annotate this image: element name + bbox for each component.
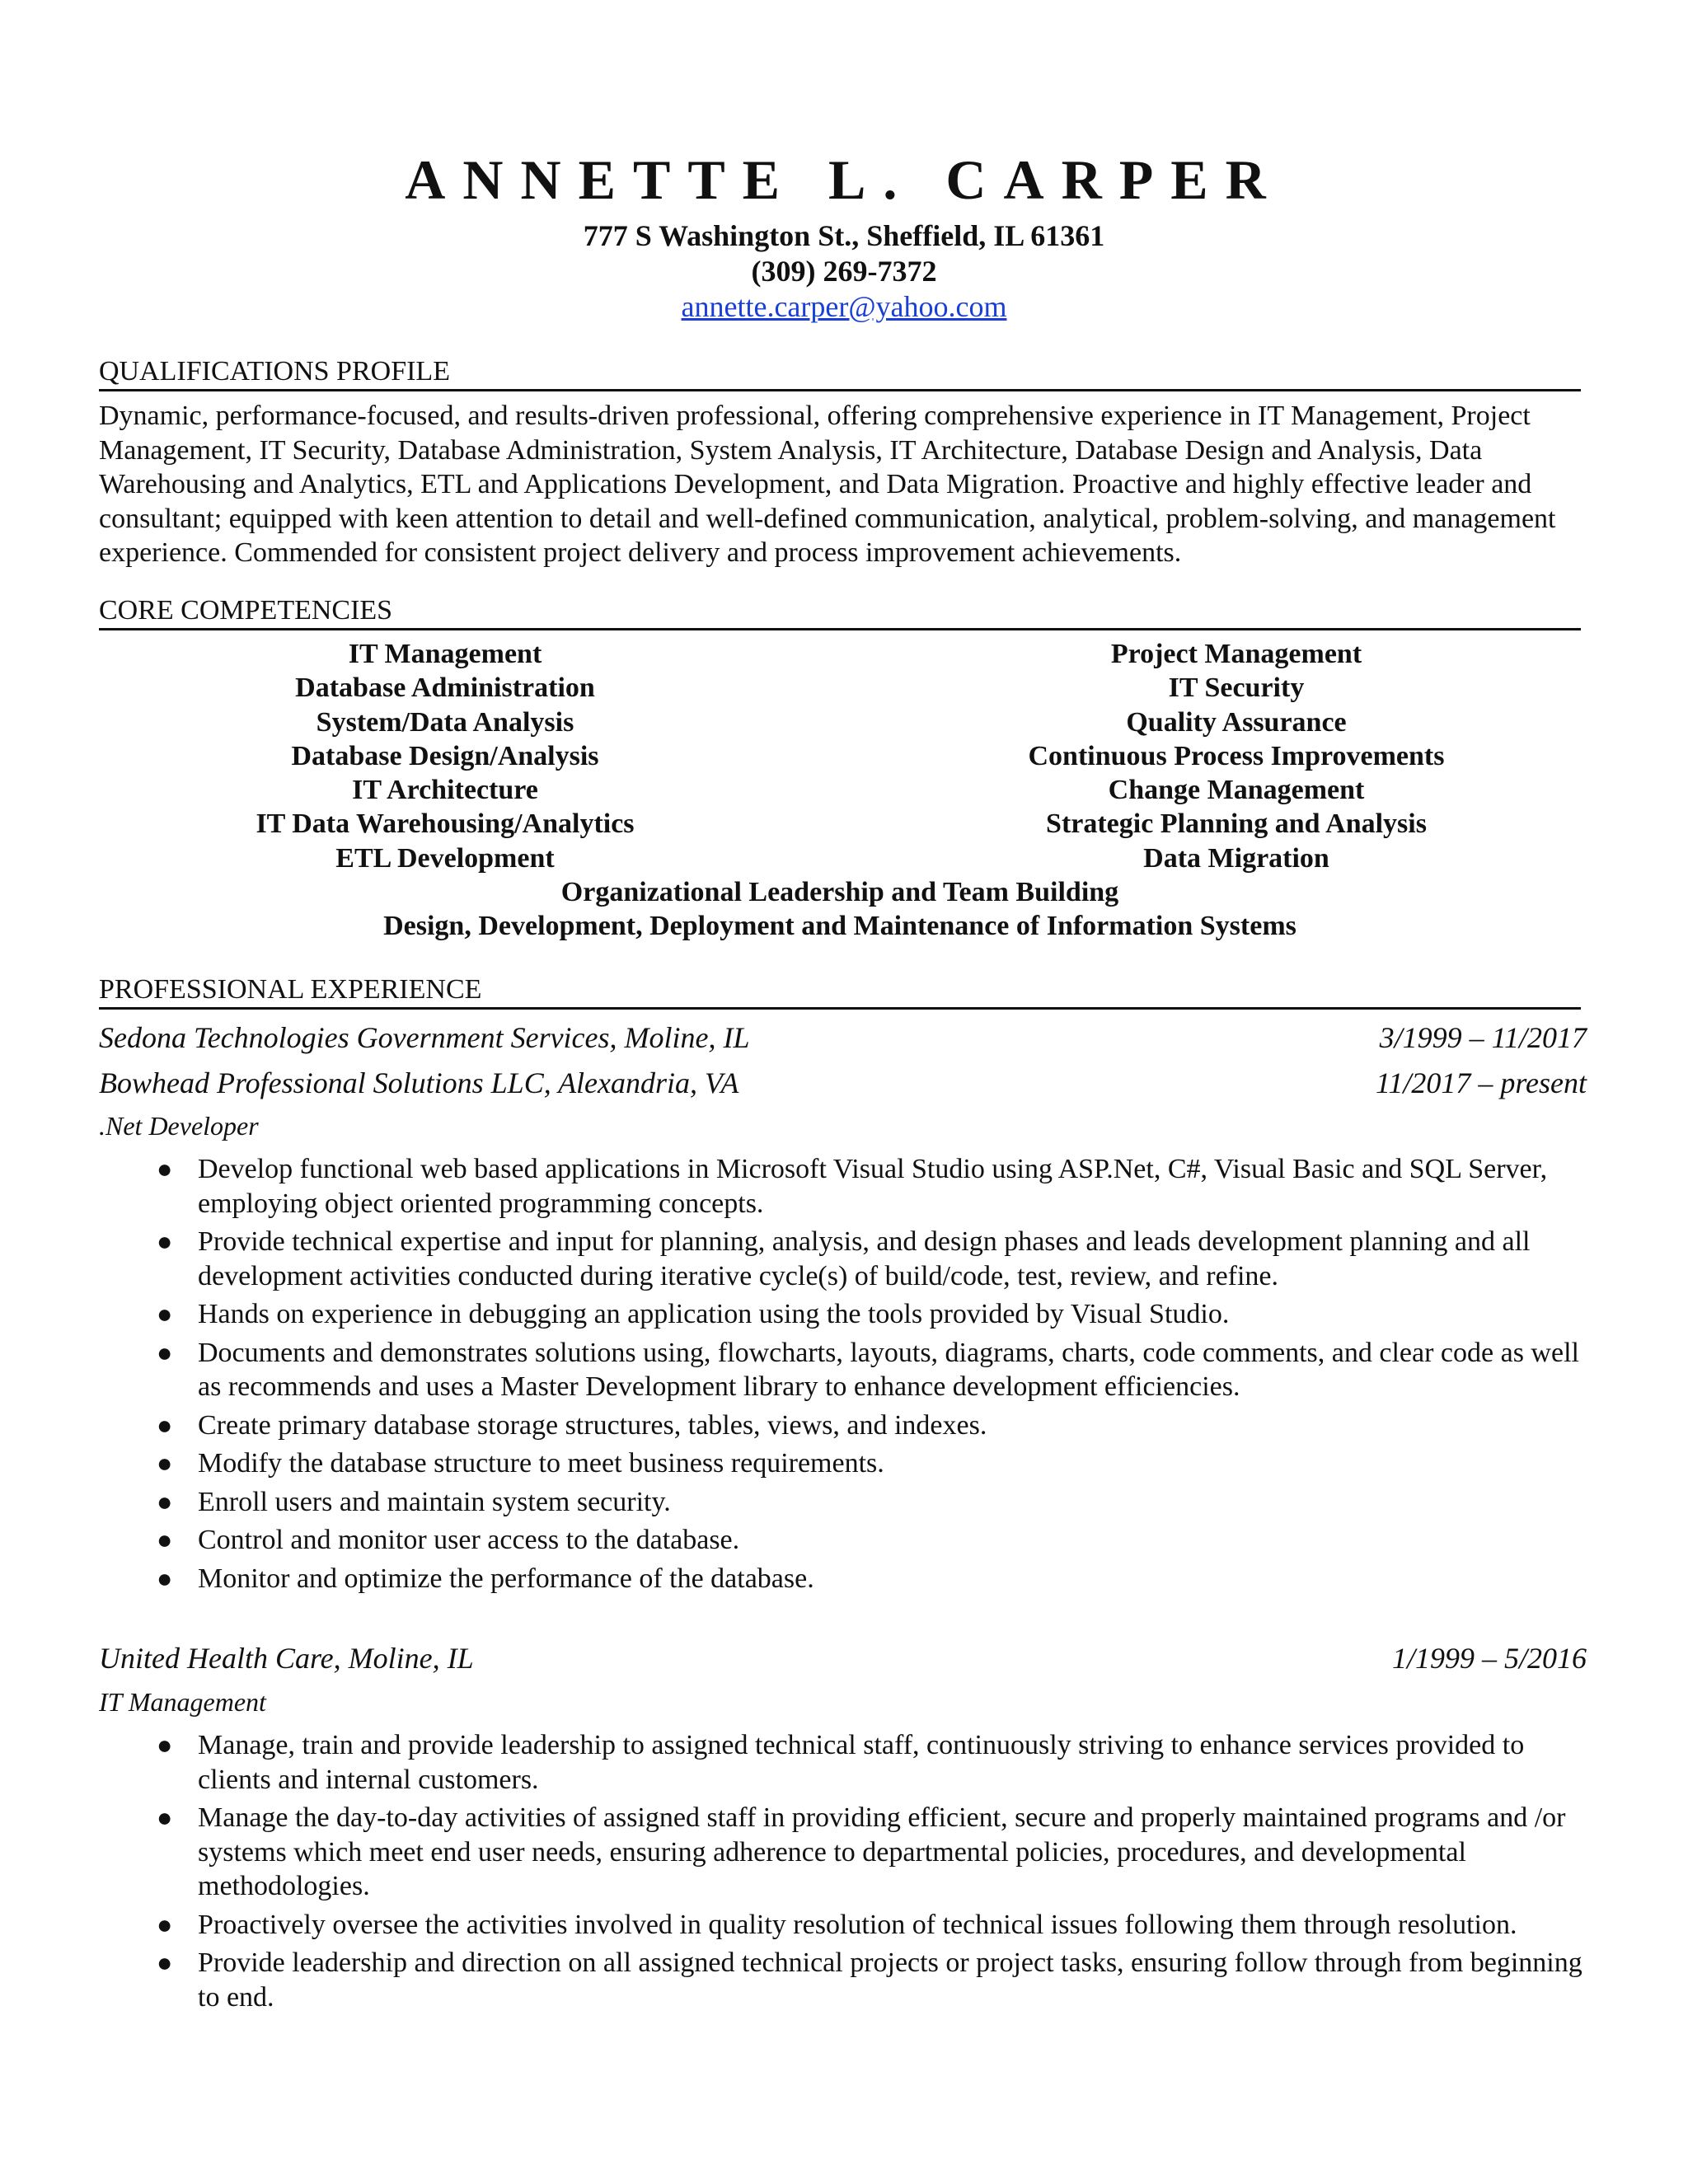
bullet-icon: ● (157, 1909, 173, 1939)
section-heading-experience: PROFESSIONAL EXPERIENCE (99, 972, 1581, 1010)
bullet-icon: ● (157, 1947, 173, 1977)
list-item: ● Create primary database storage structures, tables, views, and indexes. (99, 1408, 1587, 1443)
employer-line (99, 1065, 1587, 1101)
competency-item: ETL Development (335, 842, 555, 874)
employer-name: Bowhead Professional Solutions LLC, Alexandria, VA (99, 1066, 739, 1099)
competency-item: Quality Assurance (1126, 706, 1347, 738)
list-item: ● Hands on experience in debugging an application using the tools provided by Visual Studio. (99, 1297, 1587, 1332)
bullet-icon: ● (157, 1299, 173, 1329)
section-heading-qualifications: QUALIFICATIONS PROFILE (99, 354, 1581, 391)
list-item: ● Documents and demonstrates solutions using, flowcharts, layouts, diagrams, charts, code comments, and clear code as well as recommends and uses a Master Development library to enhance development efficiencies. (157, 1337, 1579, 1402)
address: 777 S Washington St., Sheffield, IL 61361 (583, 219, 1105, 252)
employer-name: Sedona Technologies Government Services, Moline, IL (99, 1021, 750, 1054)
list-item: ● Enroll users and maintain system security. (99, 1485, 1587, 1520)
bullet-icon: ● (157, 1486, 173, 1516)
competency-list-left (115, 637, 775, 875)
employer-line (99, 1640, 1587, 1676)
competency-item: IT Architecture (352, 775, 538, 806)
competency-item: Organizational Leadership and Team Building (560, 877, 1119, 907)
list-item: ● Provide leadership and direction on all assigned technical projects or project tasks, ensuring follow through from beginning to end. (157, 1947, 1582, 2013)
employment-dates: 1/1999 – 5/2016 (1391, 1642, 1587, 1675)
list-item: ● Develop functional web based applications in Microsoft Visual Studio using ASP.Net, C#, Visual Basic and SQL Server, employing object oriented programming concepts. (157, 1154, 1548, 1219)
job-bullet-list (99, 1152, 1587, 1600)
phone-number: (309) 269-7372 (751, 255, 937, 288)
bullet-icon: ● (157, 1226, 173, 1256)
competency-list-full (99, 875, 1581, 944)
employment-dates: 3/1999 – 11/2017 (1379, 1021, 1587, 1054)
profile-summary: Dynamic, performance-focused, and results-driven professional, offering comprehensive experience in IT Management, Project Management, IT Security, Database Administration, System Analysis, IT Architecture, Database Design and Analysis, Data Warehousing and Analytics, ETL and Applications Development, and Data Migration. Proactive and highly effective leader and consultant; equipped with keen attention to detail and well-defined communication, analytical, problem-solving, and management experience. Commended for consistent project delivery and process improvement achievements. (99, 401, 1556, 568)
employer-name: United Health Care, Moline, IL (99, 1642, 474, 1675)
list-item: ● Proactively oversee the activities involved in quality resolution of technical issues following them through resolution. (99, 1908, 1587, 1943)
bullet-icon: ● (157, 1337, 173, 1367)
competency-item: Strategic Planning and Analysis (1046, 808, 1427, 840)
bullet-icon: ● (157, 1154, 173, 1183)
job-bullet-list (99, 1728, 1587, 2018)
competency-item: Database Administration (295, 673, 595, 704)
section-heading-competencies: CORE COMPETENCIES (99, 593, 1581, 630)
list-item: ● Modify the database structure to meet business requirements. (99, 1446, 1587, 1481)
list-item: ● Monitor and optimize the performance of the database. (99, 1562, 1587, 1596)
bullet-icon: ● (157, 1409, 173, 1440)
employment-dates: 11/2017 – present (1376, 1066, 1587, 1099)
bullet-icon: ● (157, 1563, 173, 1593)
competency-item: IT Management (348, 639, 542, 669)
job-title: .Net Developer (99, 1111, 259, 1141)
competency-item: Project Management (1110, 639, 1362, 669)
list-item: ● Manage the day-to-day activities of assigned staff in providing efficient, secure and properly maintained programs and /or systems which meet end user needs, ensuring adherence to departmental policies, procedures, and developmental methodologies. (157, 1802, 1566, 1901)
email-link[interactable]: annette.carper@yahoo.com (681, 290, 1007, 323)
bullet-icon: ● (157, 1525, 173, 1554)
competency-item: IT Security (1168, 673, 1305, 704)
list-item: ● Provide technical expertise and input for planning, analysis, and design phases and leads development planning and all development activities conducted during iterative cycle(s) of build/code, test, review, and refine. (157, 1226, 1531, 1291)
competency-item: Continuous Process Improvements (1028, 740, 1445, 771)
bullet-icon: ● (157, 1448, 173, 1478)
bullet-icon: ● (157, 1730, 173, 1760)
list-item: ● Manage, train and provide leadership to assigned technical staff, continuously striving to enhance services provided to clients and internal customers. (157, 1730, 1525, 1795)
candidate-name: ANNETTE L. CARPER (405, 148, 1283, 211)
job-title: IT Management (99, 1687, 266, 1717)
email (0, 288, 1688, 325)
employer-line (99, 1019, 1587, 1056)
competency-item: IT Data Warehousing/Analytics (256, 808, 635, 840)
competency-item: Design, Development, Deployment and Maintenance of Information Systems (383, 911, 1296, 942)
competency-item: Database Design/Analysis (291, 740, 599, 771)
competency-list-right (907, 637, 1566, 875)
bullet-icon: ● (157, 1802, 173, 1832)
competency-item: System/Data Analysis (316, 706, 574, 738)
list-item: ● Control and monitor user access to the database. (99, 1523, 1587, 1558)
competency-item: Change Management (1108, 775, 1365, 806)
competency-item: Data Migration (1143, 842, 1329, 874)
